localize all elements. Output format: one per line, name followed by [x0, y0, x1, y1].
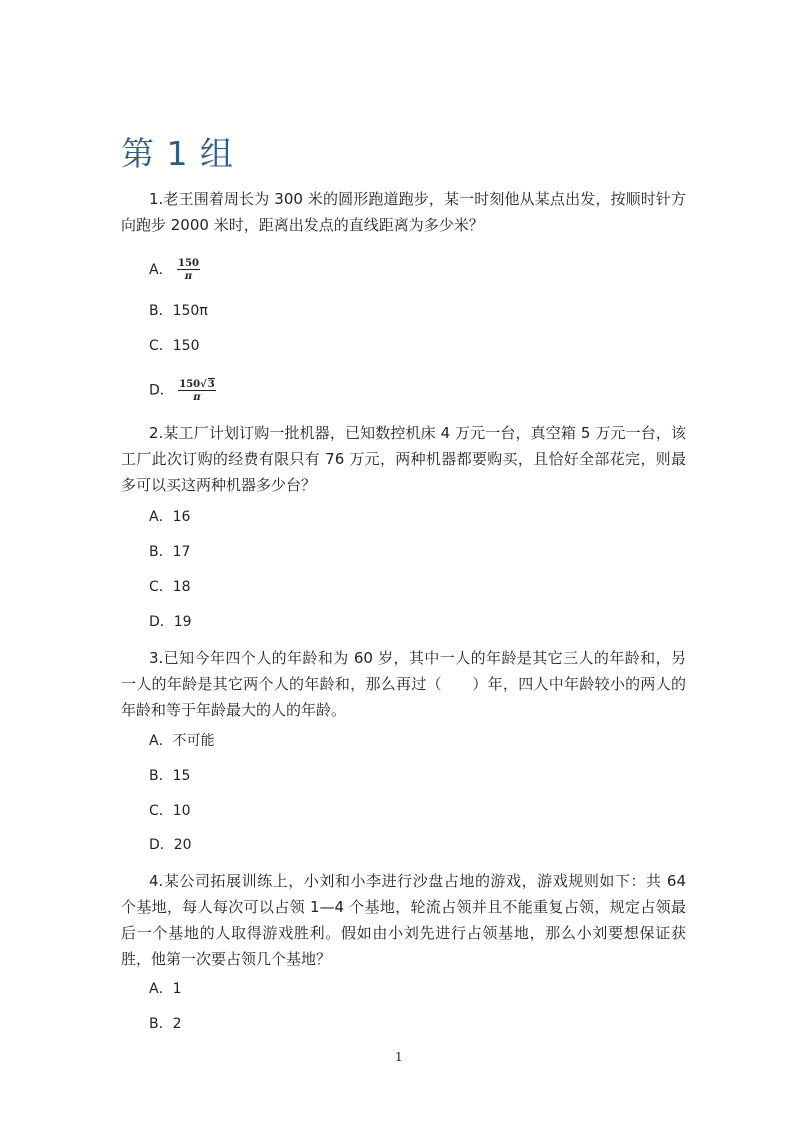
question-3-option-a: A．不可能 [149, 733, 215, 749]
question-2-option-c: C．18 [149, 579, 191, 595]
question-2-option-a: A．16 [149, 509, 191, 525]
sqrt-symbol: √ [200, 379, 207, 390]
question-3-option-c: C．10 [149, 803, 191, 819]
question-4-option-a: A．1 [149, 981, 182, 997]
numerator-value: 150 [179, 379, 201, 390]
question-2-option-b: B．17 [149, 544, 191, 560]
question-4-text: 4.某公司拓展训练上，小刘和小李进行沙盘占地的游戏，游戏规则如下：共 64 个基地，每人每次可以占领 1—4 个基地，轮流占领并且不能重复占领，规定占领最后一个基地的人取得游戏胜利。假如由小刘先进行占领基地，那么小刘要想保证获胜，他第一次要占领几个基地？ [121, 872, 686, 968]
numerator: 150 [178, 258, 199, 269]
denominator: π [184, 271, 193, 282]
question-3-option-b: B．15 [149, 768, 191, 784]
option-label: A． [149, 262, 173, 278]
question-3-option-d: D．20 [149, 837, 192, 853]
question-1-option-c: C．150 [149, 338, 200, 354]
fraction [177, 258, 200, 282]
question-3-text: 3.已知今年四个人的年龄和为 60 岁，其中一人的年龄是其它三人的年龄和，另一人的年龄是其它两个人的年龄和，那么再过（ ）年，四人中年龄较小的两人的年龄和等于年龄最大的人的年龄。 [121, 649, 686, 719]
radicand: 3 [207, 379, 215, 390]
section-title: 第 1 组 [121, 134, 234, 173]
numerator [178, 378, 215, 391]
option-label: D． [149, 382, 174, 399]
question-1-option-d [149, 378, 216, 403]
page-number: 1 [395, 1050, 403, 1064]
question-4-option-b: B．2 [149, 1016, 182, 1032]
fraction [178, 378, 215, 403]
question-2-text: 2.某工厂计划订购一批机器，已知数控机床 4 万元一台，真空箱 5 万元一台，该工厂此次订购的经费有限只有 76 万元，两种机器都要购买，且恰好全部花完，则最多可以买这两种机器多少台？ [121, 424, 686, 494]
question-2-option-d: D．19 [149, 614, 192, 630]
question-1-text: 1.老王围着周长为 300 米的圆形跑道跑步，某一时刻他从某点出发，按顺时针方向跑步 2000 米时，距离出发点的直线距离为多少米？ [121, 190, 686, 234]
question-1-option-b: B．150π [149, 303, 208, 319]
question-1-option-a [149, 258, 200, 282]
denominator: π [193, 392, 201, 403]
